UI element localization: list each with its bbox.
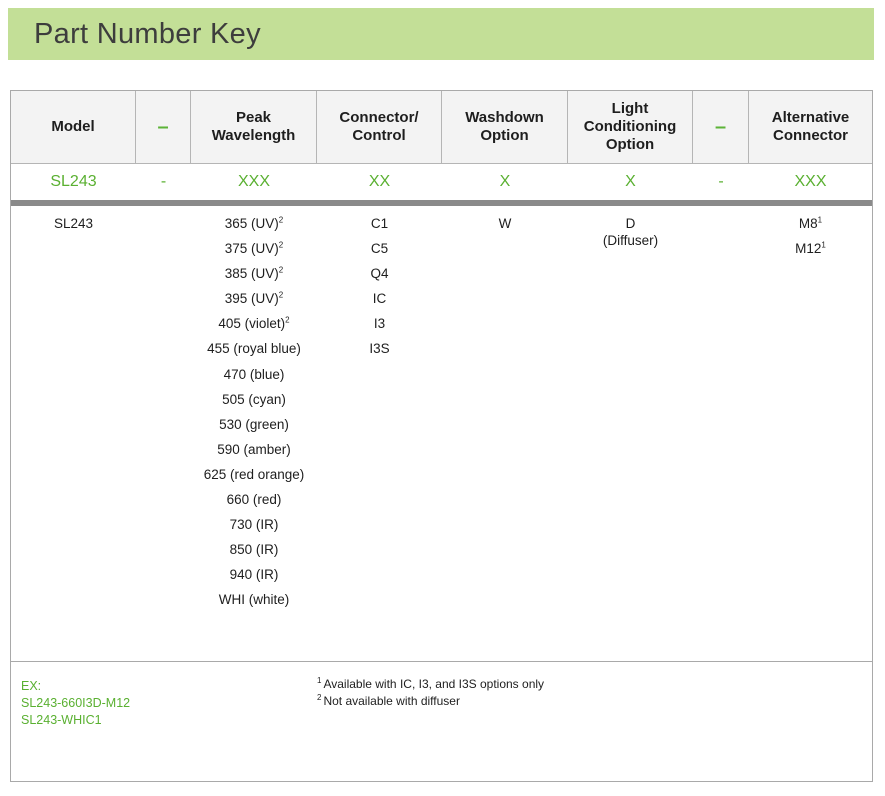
footnotes: [317, 676, 544, 710]
wavelength-option: 625 (red orange): [203, 466, 305, 482]
model-column: [11, 215, 136, 240]
wavelength-option: 590 (amber): [217, 441, 291, 457]
washdown-option: W: [498, 216, 512, 231]
model-option: SL243: [53, 216, 94, 231]
alt-connector-option: $M12^1$: [795, 240, 826, 257]
wavelength-option: 530 (green): [219, 416, 289, 432]
wavelength-option: 375 (UV)$^2$: [224, 240, 284, 257]
header-light-conditioning: Light Conditioning Option: [568, 91, 693, 163]
light-conditioning-column: [568, 215, 693, 249]
wavelength-option: 395 (UV)$^2$: [224, 290, 284, 307]
connector-option: I3S: [369, 341, 390, 357]
examples-label: EX:: [21, 679, 42, 693]
light-conditioning-code: D: [625, 216, 636, 231]
example-item: SL243-660I3D-M12: [21, 696, 131, 710]
code-peak-wavelength: XXX: [237, 173, 270, 190]
connector-option: C5: [370, 241, 389, 257]
connector-option: I3: [373, 316, 386, 332]
wavelength-column: [191, 215, 317, 617]
title-bar: [8, 8, 874, 60]
wavelength-option: 405 (violet)$^2$: [218, 315, 290, 332]
header-washdown-option: Washdown Option: [442, 91, 568, 163]
light-conditioning-description: (Diffuser): [602, 233, 659, 248]
divider-rule: [11, 200, 872, 206]
wavelength-option: 365 (UV)$^2$: [224, 215, 284, 231]
wavelength-option: 940 (IR): [229, 567, 279, 583]
code-washdown: X: [499, 173, 511, 190]
alt-connector-column: [749, 215, 872, 265]
alt-connector-option: $M8^1$: [798, 215, 823, 231]
footnote: $^1$ Available with IC, I3, and I3S options only: [317, 676, 545, 691]
wavelength-option: WHI (white): [218, 592, 290, 608]
wavelength-option: 850 (IR): [229, 542, 279, 558]
example-item: SL243-WHIC1: [21, 713, 102, 727]
header-model: Model: [11, 91, 136, 163]
code-alt-connector: XXX: [794, 173, 827, 190]
part-number-table: [10, 90, 873, 782]
connector-option: Q4: [370, 266, 389, 282]
table-header: [11, 91, 872, 164]
wavelength-option: 470 (blue): [223, 366, 285, 382]
header-peak-wavelength: Peak Wavelength: [191, 91, 317, 163]
wavelength-option: 385 (UV)$^2$: [224, 265, 284, 282]
header-dash-1: –: [136, 91, 191, 163]
wavelength-option: 455 (royal blue): [207, 341, 301, 357]
connector-option: C1: [370, 216, 389, 231]
header-connector-control: Connector/ Control: [317, 91, 442, 163]
examples-block: [21, 678, 130, 729]
footnote: $^2$ Not available with diffuser: [317, 693, 460, 708]
washdown-column: [442, 215, 568, 240]
wavelength-option: 660 (red): [226, 492, 282, 508]
page-title: Part Number Key: [34, 18, 261, 50]
connector-option: IC: [372, 291, 387, 307]
table-footer: [11, 661, 872, 781]
code-dash-1: -: [160, 173, 167, 190]
wavelength-option: 730 (IR): [229, 517, 279, 533]
header-alternative-connector: Alternative Connector: [771, 109, 850, 144]
connector-column: [317, 215, 442, 366]
header-dash-2: –: [693, 91, 749, 163]
code-connector: XX: [368, 173, 391, 190]
code-model: SL243: [50, 173, 97, 190]
wavelength-option: 505 (cyan): [222, 391, 286, 407]
code-dash-2: -: [718, 173, 724, 190]
code-light-conditioning: X: [625, 173, 636, 190]
code-row: [11, 164, 872, 200]
